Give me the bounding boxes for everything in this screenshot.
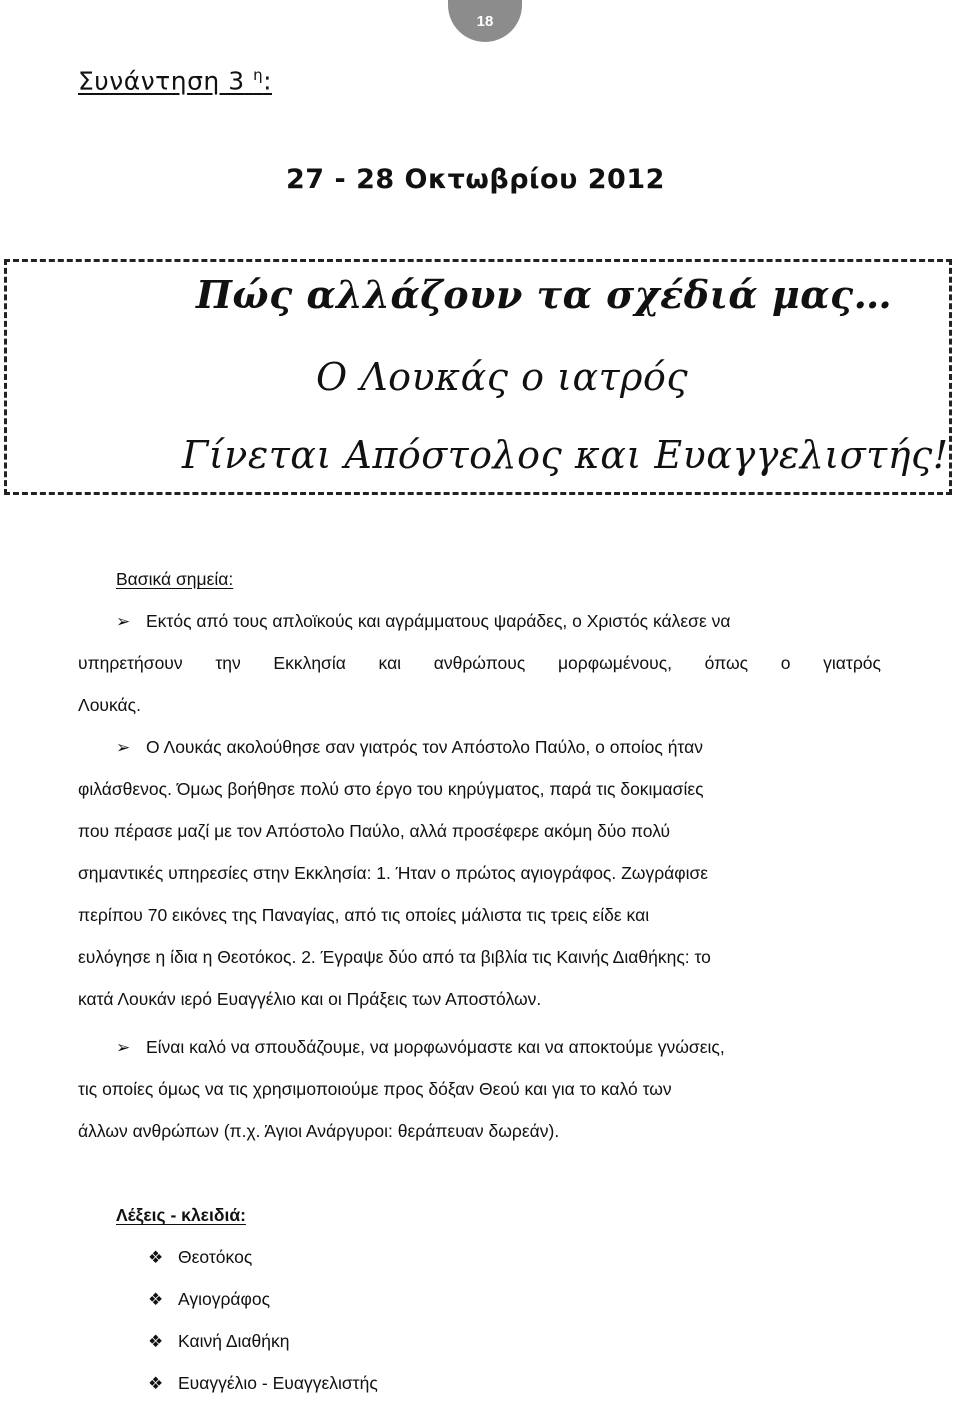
meeting-date: 27 - 28 Οκτωβρίου 2012 <box>286 164 665 195</box>
keyword-text: Θεοτόκος <box>178 1247 253 1267</box>
meeting-sup: η <box>253 66 264 84</box>
title-line-3: Γίνεται Απόστολος και Ευαγγελιστής! <box>182 433 949 477</box>
page-number: 18 <box>476 12 494 30</box>
text: Ο Λουκάς ακολούθησε σαν γιατρός τον Απόστολο Παύλο, ο οποίος ήταν <box>146 737 703 757</box>
title-line-1: Πώς αλλάζουν τα σχέδιά μας… <box>196 272 893 317</box>
keyword-text: Ευαγγέλιο - Ευαγγελιστής <box>178 1373 378 1393</box>
text: Εκτός από τους απλοϊκούς και αγράμματους ψαράδες, ο Χριστός κάλεσε να <box>146 611 731 631</box>
keyword-item <box>148 1278 270 1321</box>
key-point-1-line-1 <box>116 600 731 643</box>
key-point-2-line-1 <box>116 726 703 769</box>
key-point-2-line-2: φιλάσθενος. Όμως βοήθησε πολύ στο έργο του κηρύγματος, παρά τις δοκιμασίες <box>78 779 704 799</box>
key-points-heading: Βασικά σημεία: <box>116 569 234 589</box>
keyword-item <box>148 1236 252 1279</box>
meeting-heading <box>78 66 272 95</box>
arrow-bullet-icon: ➢ <box>116 738 131 757</box>
meeting-label: Συνάντηση 3 <box>78 66 245 96</box>
keyword-text: Αγιογράφος <box>178 1289 271 1309</box>
diamond-bullet-icon: ❖ <box>148 1332 164 1351</box>
key-point-2-line-6: ευλόγησε η ίδια η Θεοτόκος. 2. Έγραψε δύο από τα βιβλία τις Καινής Διαθήκης: το <box>78 947 711 967</box>
key-point-2-line-7: κατά Λουκάν ιερό Ευαγγέλιο και οι Πράξεις των Αποστόλων. <box>78 989 542 1009</box>
keyword-text: Καινή Διαθήκη <box>178 1331 290 1351</box>
key-point-2-line-5: περίπου 70 εικόνες της Παναγίας, από τις οποίες μάλιστα τις τρεις είδε και <box>78 905 650 925</box>
page-number-badge <box>448 0 522 42</box>
title-line-2: Ο Λουκάς ο ιατρός <box>316 355 689 399</box>
key-point-1-line-3: Λουκάς. <box>78 695 141 715</box>
arrow-bullet-icon: ➢ <box>116 1038 131 1057</box>
key-point-3-line-3: άλλων ανθρώπων (π.χ. Άγιοι Ανάργυροι: θεράπευαν δωρεάν). <box>78 1121 560 1141</box>
keywords-heading: Λέξεις - κλειδιά: <box>116 1205 246 1225</box>
text: Είναι καλό να σπουδάζουμε, να μορφωνόμαστε και να αποκτούμε γνώσεις, <box>146 1037 725 1057</box>
key-point-3-line-1 <box>116 1026 725 1069</box>
key-point-2-line-4: σημαντικές υπηρεσίες στην Εκκλησία: 1. Ήταν ο πρώτος αγιογράφος. Ζωγράφισε <box>78 863 709 883</box>
diamond-bullet-icon: ❖ <box>148 1290 164 1309</box>
arrow-bullet-icon: ➢ <box>116 612 131 631</box>
key-point-1-line-2: υπηρετήσουν την Εκκλησία και ανθρώπους μορφωμένους, όπως ο γιατρός <box>78 653 881 673</box>
key-point-2-line-3: που πέρασε μαζί με τον Απόστολο Παύλο, αλλά προσέφερε ακόμη δύο πολύ <box>78 821 671 841</box>
keyword-item <box>148 1362 378 1405</box>
meeting-suffix: : <box>263 66 273 96</box>
diamond-bullet-icon: ❖ <box>148 1374 164 1393</box>
keyword-item <box>148 1320 290 1363</box>
key-point-3-line-2: τις οποίες όμως να τις χρησιμοποιούμε προς δόξαν Θεού και για το καλό των <box>78 1079 672 1099</box>
diamond-bullet-icon: ❖ <box>148 1248 164 1267</box>
